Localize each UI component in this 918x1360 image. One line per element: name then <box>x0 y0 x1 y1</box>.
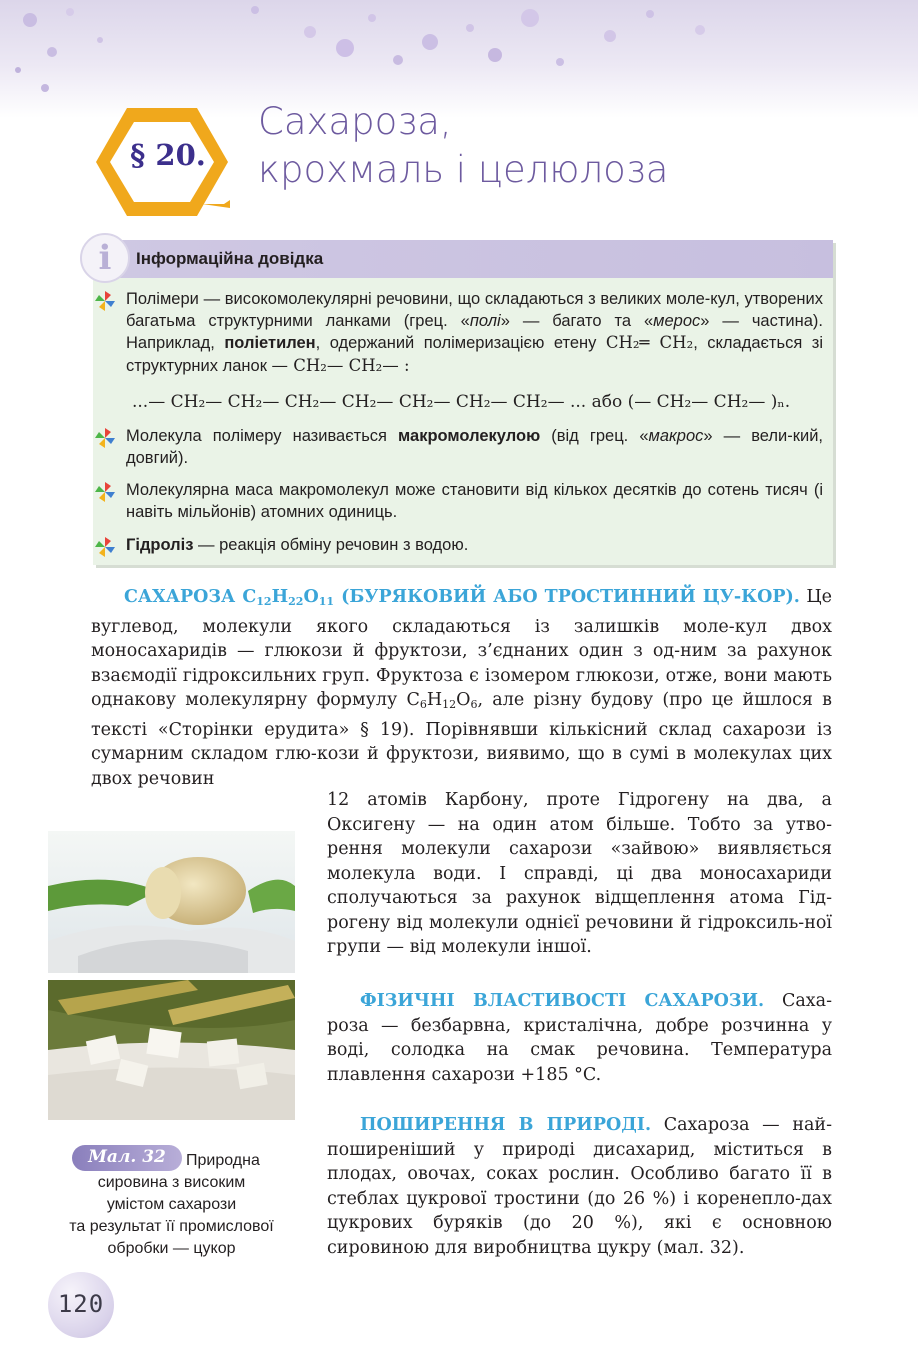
heading-occurrence: ПОШИРЕННЯ В ПРИРОДІ. <box>360 1115 652 1135</box>
text-span: » — частина). Наприклад, <box>126 311 823 352</box>
figure-caption-line: та результат її промислової <box>69 1218 274 1235</box>
text-span: Це вуглевод, молекули якого складаються із залишків моле-кул двох моносахаридів — глюкози й фруктози, з’єднаних один з од-ним за рахунок взаємодії гідроксильних груп. Фруктоза є ізомером глюкози, отже, вони мають однакову молекулярну формулу C <box>91 587 833 710</box>
text-span: » — вели-кий, довгий). <box>126 427 823 467</box>
polymer-chain-formula: ...— CH₂— CH₂— CH₂— CH₂— CH₂— CH₂— CH₂— ... або (— CH₂— CH₂— )ₙ. <box>132 392 791 412</box>
text-span: , складається зі структурних ланок <box>126 334 823 375</box>
pinwheel-icon <box>94 290 116 312</box>
text-span: O <box>303 587 319 607</box>
info-item-hydrolysis <box>126 535 823 557</box>
text-span: САХАРОЗА C <box>124 587 257 607</box>
text-span: Саха-роза — безбарвна, кристалічна, добре розчинна у воді, солодка на смак речовина. Температура плавлення сахарози +185 °C. <box>327 991 832 1085</box>
info-item-mass: Молекулярна маса макромолекул може становити від кількох десятків до сотень тисяч (і навіть мільйонів) атомних одиниць. <box>126 481 823 521</box>
term-poly: полі <box>469 311 501 330</box>
figure-caption-line: умістом сахарози <box>106 1196 237 1213</box>
formula-ethene: CH₂═ CH₂ <box>605 333 694 352</box>
text-span: (від грец. « <box>540 427 649 445</box>
text-span: Сахароза — най-поширеніший у природі дисахарид, міститься в плодах, овочах, соках рослин. Особливо багато її в стеблах цукрової тростини (до 26 %) і коренепло-дах цукрових буряків (до 20 %), які є основною сировиною для виробництва цукру (мал. 32). <box>327 1115 832 1258</box>
title-line-2: крохмаль і целюлоза <box>258 148 669 191</box>
term-meros: мерос <box>653 311 701 330</box>
figure-caption-line: обробки — цукор <box>107 1240 236 1257</box>
info-icon <box>80 233 130 283</box>
info-item-polymers <box>126 289 823 377</box>
figure-label <box>72 1145 182 1171</box>
section-number: § 20. <box>130 138 206 172</box>
text-span: , одержаний полімеризацією етену <box>315 334 606 352</box>
subscript: 22 <box>288 595 304 608</box>
pinwheel-icon <box>94 536 116 558</box>
paragraph-physical-properties <box>327 989 832 1087</box>
heading-sucrose <box>124 587 800 607</box>
formula-unit: — CH₂— CH₂— : <box>271 355 410 375</box>
text-span: (БУРЯКОВИЙ АБО ТРОСТИННИЙ ЦУ-КОР). <box>334 587 800 607</box>
text-span: — реакція обміну речовин з водою. <box>193 536 469 554</box>
subscript: 12 <box>256 595 272 608</box>
paragraph-sucrose-continued: 12 атомів Карбону, проте Гідрогену на два, а Оксигену — на один атом більше. Тобто за утво-рення молекули сахарози «зайвою» виявляється молекула води. І справді, ці два моносахариди сполучаються за рахунок відщеплення атома Гід-рогену від молекули однієї речовини й гідроксиль-ної групи — від молекули іншої. <box>327 790 832 957</box>
term-macromolecule: макромолекулою <box>398 427 541 445</box>
text-span: Полімери — високомолекулярні речовини, що складаються з великих моле-кул, утворених багатьма структурними ланками (грец. « <box>126 290 823 330</box>
paragraph-occurrence <box>327 1113 832 1260</box>
text-span: » — багато та « <box>500 311 654 330</box>
figure-caption-line: Природна <box>186 1152 260 1169</box>
text-span: H <box>271 587 289 607</box>
pinwheel-icon <box>94 481 116 503</box>
info-item-macromolecule <box>126 426 823 469</box>
text-span: Молекула полімеру називається <box>126 427 399 445</box>
subscript: 6 <box>419 698 427 711</box>
figure-label-text: Мал. 32 <box>88 1147 166 1167</box>
title-line-1: Сахароза, <box>258 100 452 143</box>
term-makros: макрос <box>648 427 704 445</box>
term-hydrolysis: Гідроліз <box>126 536 194 554</box>
text-span: O <box>456 690 471 710</box>
subscript: 12 <box>442 698 457 711</box>
paragraph-sucrose <box>91 585 832 791</box>
page-number: 120 <box>57 1290 105 1318</box>
subscript: 11 <box>318 595 335 608</box>
info-box-header <box>93 240 833 278</box>
text-span: , але різну будову (про це йшлося в тексті «Сторінки ерудита» § 19). Порівнявши кількісний склад сахарози із сумарним складом глю-кози й фруктози, виявимо, що в сумі в молекулах цих двох речовин <box>91 690 832 789</box>
info-icon-glyph: i <box>98 238 112 278</box>
figure-caption-line: сировина з високим <box>97 1174 246 1191</box>
info-box-title: Інформаційна довідка <box>136 249 324 268</box>
heading-physical-properties: ФІЗИЧНІ ВЛАСТИВОСТІ САХАРОЗИ. <box>360 991 765 1011</box>
pinwheel-icon <box>94 427 116 449</box>
term-polyethylene: поліетилен <box>224 334 316 352</box>
sugarcane-photo <box>48 980 295 1120</box>
subscript: 6 <box>470 698 478 711</box>
sugar-beet-photo <box>48 831 295 973</box>
page-title <box>258 98 668 194</box>
text-span: H <box>426 690 443 710</box>
